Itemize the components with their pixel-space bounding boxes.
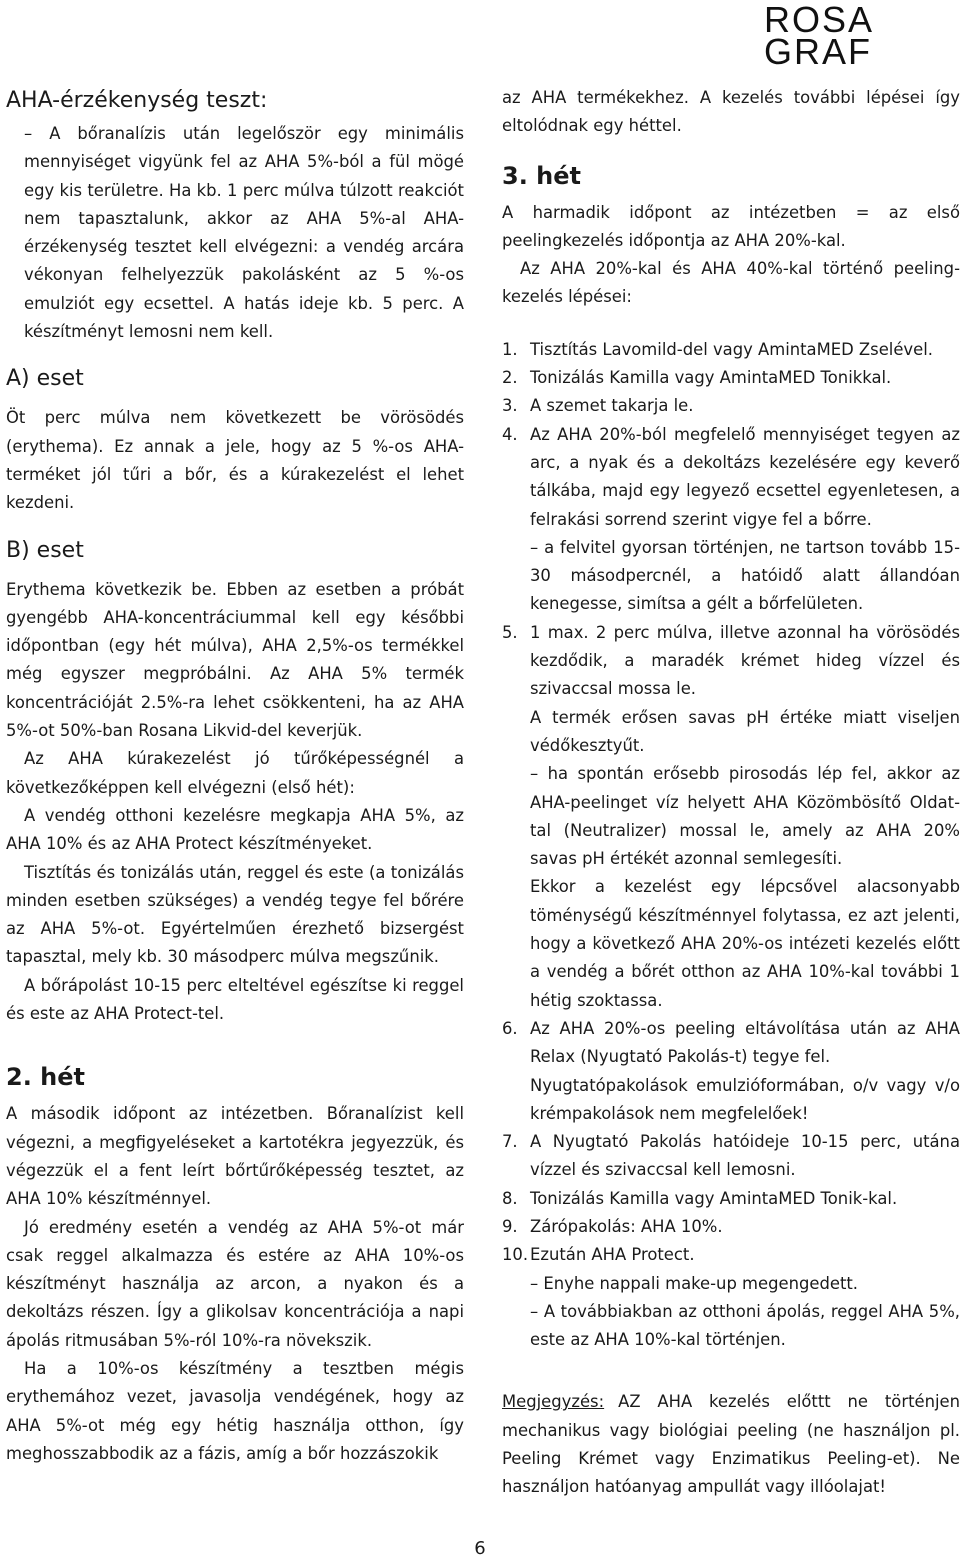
week1-paragraph-2: A vendég otthoni kezelésre megkapja AHA 5%, az AHA 10% és az AHA Protect készítményeket.	[6, 805, 464, 854]
step-text: A Nyugtató Pakolás hatóideje 10-15 perc, utána vízzel és szivaccsal kell lemosni.	[530, 1132, 960, 1180]
logo-line-2: GRAF	[764, 31, 873, 72]
step-subtext: A termék erősen savas pH értéke miatt viseljen védőkesztyűt.	[530, 707, 960, 755]
note-label: Megjegyzés:	[502, 1392, 605, 1412]
intro-paragraph: – A bőranalízis után legelőször egy minimális mennyiséget vigyünk fel az AHA 5%-ból a fül mögé egy kis területre. Ha kb. 1 perc múlva túlzott reakciót nem tapasztalunk, akkor az AHA 5%-al AHA-érzékenység tesztet kell elvégezni: a vendég arcára vékonyan felhelyezzük pakolásként az 5 %-os emulziót egy ecsettel. A hatás ideje kb. 5 perc. A készítményt lemosni nem kell.	[24, 124, 464, 342]
step-subtext: Ekkor a kezelést egy lépcsővel alacsonyabb töménységű készítménnyel folytassa, ez azt jelenti, hogy a következő AHA 20%-os intézeti kezelés előtt a vendég a bőrét otthon az AHA 10%-kal további 1 hétig szoktassa.	[530, 877, 960, 1010]
rosa-graf-logo	[764, 0, 875, 72]
week3-paragraph-2: Az AHA 20%-kal és AHA 40%-kal történő peeling-kezelés lépései:	[502, 259, 960, 307]
section-title-aha-test: AHA-érzékenység teszt:	[6, 88, 268, 113]
step-text: Zárópakolás: AHA 10%.	[530, 1216, 723, 1236]
page-number: 6	[474, 1538, 486, 1559]
note-paragraph	[502, 1388, 960, 1501]
week2-title: 2. hét	[6, 1063, 86, 1092]
step-item	[502, 336, 960, 364]
step-number: 9.	[502, 1216, 518, 1236]
week1-paragraph-4: A bőrápolást 10-15 perc elteltével egészítse ki reggel és este az AHA Protect-tel.	[6, 975, 464, 1024]
step-item	[502, 1213, 960, 1241]
step-item	[502, 1128, 960, 1185]
step-number: 3.	[502, 396, 518, 416]
case-b-title: B) eset	[6, 537, 84, 563]
step-text: Tonizálás Kamilla vagy AmintaMED Tonikkal.	[530, 368, 892, 388]
step-text: Az AHA 20%-ból megfelelő mennyiséget tegyen az arc, a nyak és a dekoltázs kezelésére egy keverő tálkába, majd egy legyező ecsettel egyenletesen, a felrakási sorrend szerint vigye fel a bőrre.	[530, 424, 960, 529]
step-item	[502, 1241, 960, 1354]
step-number: 2.	[502, 368, 518, 388]
step-number: 1.	[502, 339, 518, 359]
left-column	[6, 84, 464, 1468]
week3-title: 3. hét	[502, 161, 582, 190]
step-subtext: – ha spontán erősebb pirosodás lép fel, akkor az AHA-peelinget víz helyett AHA Közömbösítő Oldat-tal (Neutralizer) mossal le, amely az AHA 20% savas pH értékét azonnal semlegesíti.	[530, 764, 960, 869]
week1-paragraph-3: Tisztítás és tonizálás után, reggel és este (a tonizálás minden esetben szükséges) a vendég tegye fel bőrére az AHA 5%-ot. Egyértelműen érezhető bizsergést tapasztal, mely kb. 30 másodperc múlva megszűnik.	[6, 862, 464, 967]
week2-paragraph-1: A második időpont az intézetben. Bőranalízist kell végezni, a megfigyeléseket a kartotékra jegyezzük, és végezzük el a fent leírt bőrtűrőképesség tesztet, az AHA 10% készítménnyel.	[6, 1104, 464, 1209]
case-a-title: A) eset	[6, 366, 84, 392]
step-text: Ezután AHA Protect.	[530, 1245, 695, 1265]
step-subtext: – A továbbiakban az otthoni ápolás, reggel AHA 5%, este az AHA 10%-kal történjen.	[530, 1301, 960, 1350]
step-item	[502, 1015, 960, 1128]
step-number: 8.	[502, 1188, 518, 1208]
case-a-text: Öt perc múlva nem következett be vörösödés (erythema). Ez annak a jele, hogy az 5 %-os AHA-terméket jól tűri a bőr, és a kúrakezelést el lehet kezdeni.	[6, 408, 464, 513]
week1-paragraph-1: Az AHA kúrakezelést jó tűrőképességnél a következőképpen kell elvégezni (első hét):	[6, 749, 464, 797]
step-text: Tisztítás Lavomild-del vagy AmintaMED Zselével.	[530, 339, 933, 359]
step-text: Tonizálás Kamilla vagy AmintaMED Tonik-kal.	[530, 1188, 898, 1208]
logo-line-1: ROSA	[764, 0, 875, 40]
step-item	[502, 364, 960, 392]
week3-paragraph-1: A harmadik időpont az intézetben = az első peelingkezelés időpontja az AHA 20%-kal.	[502, 202, 960, 250]
note-text: AZ AHA kezelés előttt ne történjen mechanikus vagy biológiai peeling (ne használjon pl. Peeling Krémet vagy Enzimatikus Peeling-et). Ne használjon hatóanyag ampullát vagy illóolajat!	[502, 1392, 960, 1497]
step-subtext: – a felvitel gyorsan történjen, ne tartson tovább 15-30 másodpercnél, a hatóidő alatt állandóan kenegesse, simítsa a gélt a bőrfelületen.	[530, 537, 960, 614]
step-text: 1 max. 2 perc múlva, illetve azonnal ha vörösödés kezdődik, a maradék krémet hideg vízzel és szivaccsal mossa le.	[530, 622, 960, 699]
step-text: Az AHA 20%-os peeling eltávolítása után az AHA Relax (Nyugtató Pakolás-t) tegye fel.	[530, 1018, 960, 1067]
case-b-text: Erythema következik be. Ebben az esetben a próbát gyengébb AHA-koncentráciummal kell egy későbbi időpontban (egy hét múlva), AHA 2,5%-os termékkel még egyszer megpróbálni. Az AHA 5% termék koncentrációját 2.5%-ra lehet csökkenteni, ha az AHA 5%-ot 50%-ban Rosana Likvid-del keverjük.	[6, 579, 464, 741]
week2-paragraph-3: Ha a 10%-os készítmény a tesztben mégis erythemához vezet, javasolja vendégének, hogy az AHA 5%-ot még egy hétig használja otthon, így meghosszabbodik az a fázis, amíg a bőr hozzászokik	[6, 1358, 464, 1463]
step-number: 4.	[502, 424, 518, 444]
step-number: 5.	[502, 622, 518, 642]
step-item	[502, 392, 960, 420]
step-item	[502, 421, 960, 619]
step-subtext: Nyugtatópakolások emulzióformában, o/v vagy v/o krémpakolások nem megfelelőek!	[530, 1075, 960, 1123]
step-number: 6.	[502, 1018, 518, 1038]
step-text: A szemet takarja le.	[530, 396, 694, 416]
week2-paragraph-2: Jó eredmény esetén a vendég az AHA 5%-ot már csak reggel alkalmazza és estére az AHA 10%-os készítményt használja az arcon, a nyakon és a dekoltázs részen. Így a glikolsav koncentrációja a napi ápolás ritmusában 5%-ról 10%-ra növekszik.	[6, 1217, 464, 1350]
continued-paragraph: az AHA termékekhez. A kezelés további lépései így eltolódnak egy héttel.	[502, 88, 960, 136]
step-number: 7.	[502, 1132, 518, 1152]
step-number: 10.	[502, 1245, 529, 1265]
step-subtext: – Enyhe nappali make-up megengedett.	[530, 1273, 859, 1293]
right-column	[502, 84, 960, 1502]
step-item	[502, 1185, 960, 1213]
peeling-steps-list	[502, 336, 960, 1355]
step-item	[502, 619, 960, 1015]
